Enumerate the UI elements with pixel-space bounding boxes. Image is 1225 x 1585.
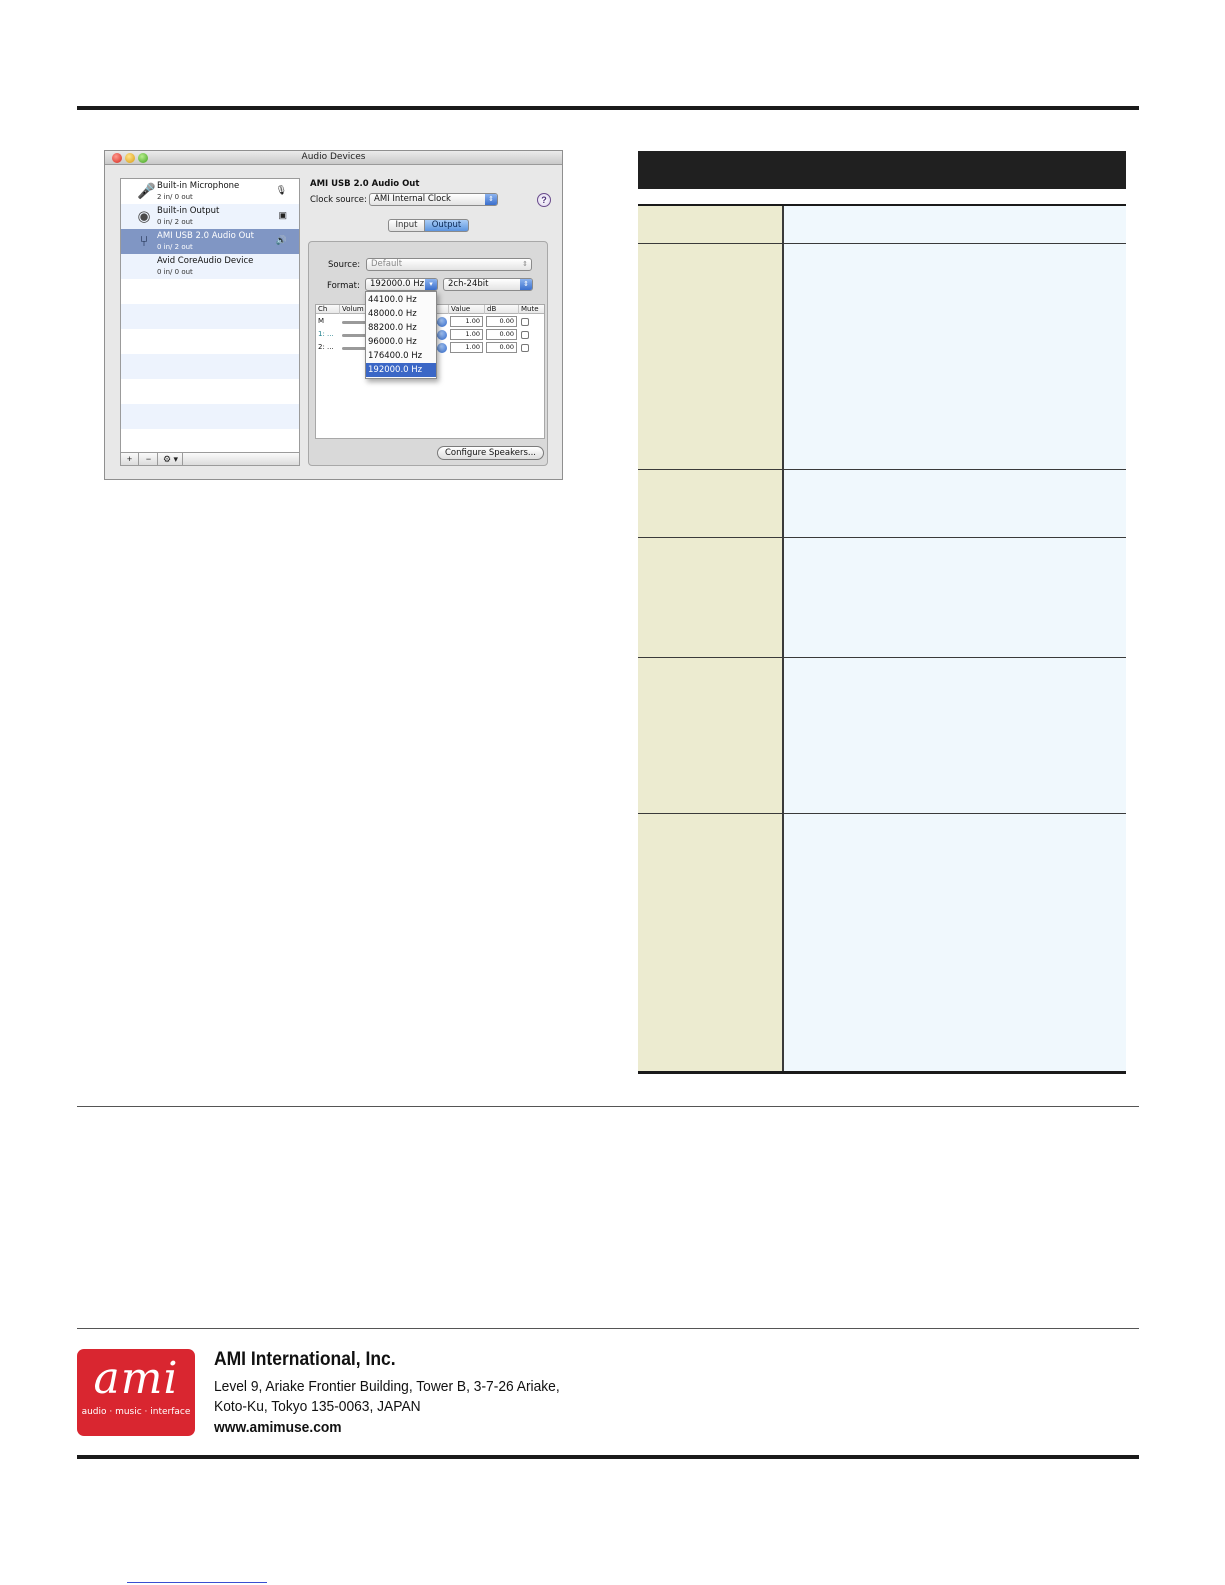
tab-input[interactable]: Input: [388, 219, 425, 232]
db-field[interactable]: 0.00: [486, 316, 517, 327]
value-field[interactable]: 1.00: [450, 329, 483, 340]
underline-link[interactable]: [127, 1582, 267, 1583]
table-label-cell: [638, 206, 782, 244]
table-label-cell: [638, 538, 782, 658]
table-value-cell: [782, 658, 1126, 814]
gear-icon[interactable]: ⚙ ▾: [159, 453, 183, 465]
website-link[interactable]: www.amimuse.com: [214, 1419, 342, 1436]
device-io: 0 in/ 2 out: [157, 243, 193, 251]
device-list: [120, 178, 300, 453]
window-titlebar: [105, 151, 562, 165]
source-select[interactable]: [366, 258, 532, 271]
device-item-builtin-output[interactable]: [121, 204, 299, 229]
table-value-cell: [782, 244, 1126, 470]
table-value-cell: [782, 206, 1126, 244]
company-name: AMI International, Inc.: [214, 1349, 396, 1370]
source-value: Default: [371, 259, 403, 269]
col-volume: Volum: [340, 305, 449, 314]
audio-devices-window: [104, 150, 563, 480]
volume-knob[interactable]: [437, 317, 447, 327]
updown-arrow-icon: ⇕: [520, 279, 532, 290]
footer-rule: [77, 1328, 1139, 1329]
volume-symbol-icon: 🔊: [275, 235, 287, 245]
table-value-cell: [782, 814, 1126, 1072]
device-io: 2 in/ 0 out: [157, 193, 193, 201]
chevron-down-icon: ▾: [425, 279, 437, 290]
table-label-cell: [638, 814, 782, 1072]
bit-depth-select[interactable]: [443, 278, 533, 291]
table-value-cell: [782, 470, 1126, 538]
sample-rate-select[interactable]: [365, 278, 438, 291]
device-item-builtin-microphone[interactable]: [121, 179, 299, 204]
add-device-button[interactable]: +: [121, 453, 139, 465]
rate-option-selected[interactable]: 192000.0 Hz: [366, 363, 436, 377]
col-ch: Ch: [316, 305, 340, 314]
top-rule: [77, 106, 1139, 110]
list-stripe: [121, 404, 299, 429]
window-title: Audio Devices: [301, 152, 366, 162]
input-symbol-icon: 🎙: [275, 185, 287, 195]
table-label-cell: [638, 470, 782, 538]
rate-option[interactable]: 176400.0 Hz: [368, 351, 423, 361]
table-label-cell: [638, 244, 782, 470]
db-field[interactable]: 0.00: [486, 329, 517, 340]
table-header-bar: [638, 151, 1126, 189]
sample-rate-menu: [365, 291, 437, 379]
mute-checkbox[interactable]: [521, 344, 529, 352]
updown-arrow-icon: ⇕: [485, 194, 497, 205]
microphone-icon: 🎤: [137, 183, 156, 200]
value-field[interactable]: 1.00: [450, 342, 483, 353]
speaker-icon: ◉: [137, 208, 151, 225]
configure-speakers-button[interactable]: Configure Speakers...: [437, 446, 544, 460]
list-stripe: [121, 354, 299, 379]
table-label-cell: [638, 658, 782, 814]
bit-depth-value: 2ch-24bit: [448, 279, 489, 289]
rate-option[interactable]: 44100.0 Hz: [368, 295, 417, 305]
table-value-cell: [782, 538, 1126, 658]
device-io: 0 in/ 2 out: [157, 218, 193, 226]
col-value: Value: [449, 305, 485, 314]
device-item-avid-coreaudio[interactable]: [121, 254, 299, 279]
mute-checkbox[interactable]: [521, 318, 529, 326]
volume-knob[interactable]: [437, 330, 447, 340]
device-item-ami-usb[interactable]: [121, 229, 299, 254]
device-list-toolbar: [120, 453, 300, 466]
remove-device-button[interactable]: −: [140, 453, 158, 465]
clock-source-label: Clock source:: [310, 195, 367, 205]
table-bottom-rule: [638, 1071, 1126, 1074]
device-name: Built-in Microphone: [157, 181, 240, 191]
rate-option[interactable]: 48000.0 Hz: [368, 309, 417, 319]
rate-option[interactable]: 88200.0 Hz: [368, 323, 417, 333]
usb-icon: ⑂: [139, 233, 149, 250]
ami-logo: [77, 1349, 195, 1436]
device-name: AMI USB 2.0 Audio Out: [157, 231, 254, 241]
address-line-1: Level 9, Ariake Frontier Building, Tower B, 3-7-26 Ariake,: [214, 1378, 560, 1395]
output-symbol-icon: ▣: [278, 210, 287, 220]
clock-source-value: AMI Internal Clock: [374, 194, 451, 204]
logo-wordmark: ami: [93, 1353, 179, 1404]
value-field[interactable]: 1.00: [450, 316, 483, 327]
channel-name: M: [318, 317, 325, 325]
address-line-2: Koto-Ku, Tokyo 135-0063, JAPAN: [214, 1398, 421, 1415]
rate-option[interactable]: 96000.0 Hz: [368, 337, 417, 347]
clock-source-select[interactable]: [369, 193, 498, 206]
logo-tagline: audio · music · interface: [81, 1407, 191, 1417]
col-db: dB: [485, 305, 519, 314]
col-mute: Mute: [521, 305, 539, 313]
updown-arrow-icon: ⇕: [522, 260, 528, 268]
channel-name: 2: ...: [318, 343, 334, 351]
device-name: Built-in Output: [157, 206, 220, 216]
volume-knob[interactable]: [437, 343, 447, 353]
sample-rate-value: 192000.0 Hz: [370, 279, 425, 289]
tab-output[interactable]: Output: [424, 219, 469, 232]
format-label: Format:: [327, 281, 360, 291]
source-label: Source:: [328, 260, 361, 270]
channel-name: 1: ...: [318, 330, 334, 338]
list-stripe: [121, 304, 299, 329]
device-io: 0 in/ 0 out: [157, 268, 193, 276]
device-name: Avid CoreAudio Device: [157, 256, 254, 266]
device-title: AMI USB 2.0 Audio Out: [310, 179, 420, 189]
db-field[interactable]: 0.00: [486, 342, 517, 353]
help-button[interactable]: ?: [537, 193, 551, 207]
middle-rule: [77, 1106, 1139, 1107]
mute-checkbox[interactable]: [521, 331, 529, 339]
bottom-rule: [77, 1455, 1139, 1459]
